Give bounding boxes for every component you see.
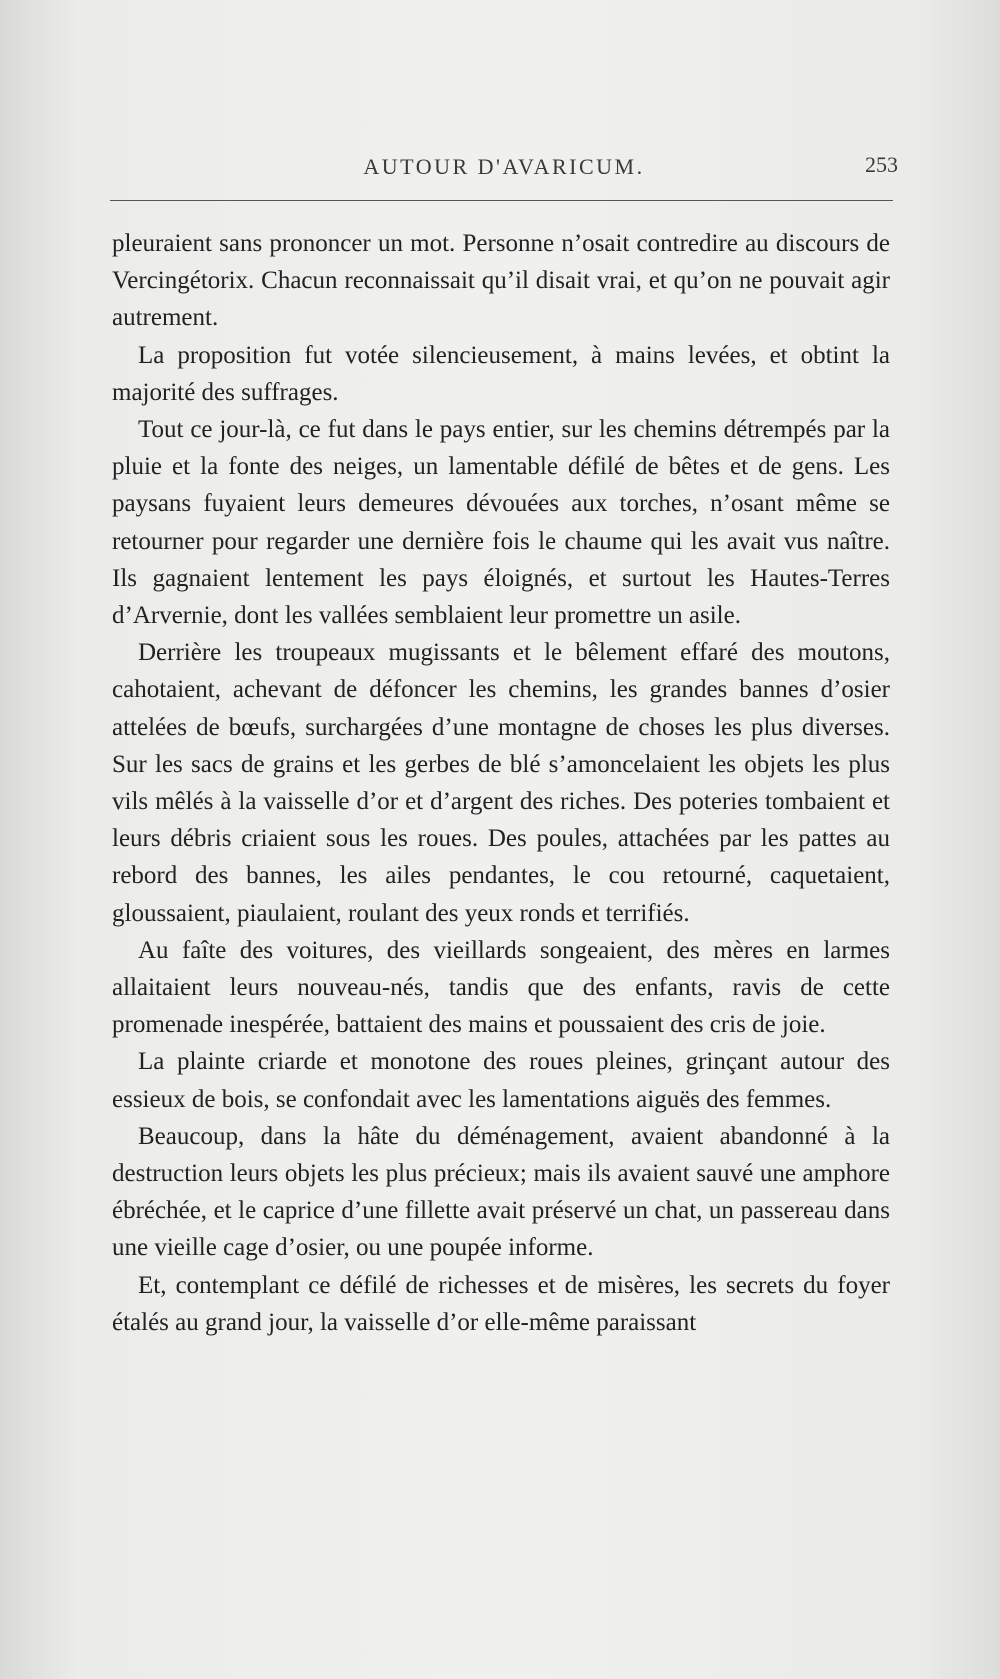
paragraph: Au faîte des voitures, des vieillards songeaient, des mères en larmes allaitaient leurs nouveau-nés, tandis que des enfants, ravis de cette promenade inespérée, battaient des mains et poussaient des cris de joie. — [112, 936, 890, 1039]
header-rule — [110, 200, 893, 201]
page-header — [110, 152, 898, 188]
paragraph: La plainte criarde et monotone des roues pleines, grinçant autour des essieux de bois, se confondait avec les lamentations aiguës des femmes. — [112, 1048, 890, 1113]
page-number: 253 — [865, 152, 898, 177]
body-text — [112, 225, 890, 1341]
paragraph: Et, contemplant ce défilé de richesses et de misères, les secrets du foyer étalés au grand jour, la vaisselle d’or elle-même paraissant — [112, 1271, 890, 1336]
paragraph: pleuraient sans prononcer un mot. Personne n’osait contredire au discours de Vercingétorix. Chacun reconnaissait qu’il disait vrai, et qu’on ne pouvait agir autrement. — [112, 230, 890, 332]
paragraph: Beaucoup, dans la hâte du déménagement, avaient abandonné à la destruction leurs objets les plus précieux; mais ils avaient sauvé une amphore ébréchée, et le caprice d’une fillette avait préservé un chat, un passereau dans une vieille cage d’osier, ou une poupée informe. — [112, 1122, 890, 1262]
paragraph: La proposition fut votée silencieusement, à mains levées, et obtint la majorité des suffrages. — [112, 341, 890, 406]
paragraph: Derrière les troupeaux mugissants et le bêlement effaré des moutons, cahotaient, achevant de défoncer les chemins, les grandes bannes d’osier attelées de bœufs, surchargées d’une montagne de choses les plus diverses. Sur les sacs de grains et les gerbes de blé s’amoncelaient les objets les plus vils mêlés à la vaisselle d’or et d’argent des riches. Des poteries tombaient et leurs débris criaient sous les roues. Des poules, attachées par les pattes au rebord des bannes, les ailes pendantes, le cou retourné, caquetaient, gloussaient, piaulaient, roulant des yeux ronds et terrifiés. — [112, 639, 890, 927]
paragraph: Tout ce jour-là, ce fut dans le pays entier, sur les chemins détrempés par la pluie et la fonte des neiges, un lamentable défilé de bêtes et de gens. Les paysans fuyaient leurs demeures dévouées aux torches, n’osant même se retourner pour regarder une dernière fois le chaume qui les avait vus naître. Ils gagnaient lentement les pays éloignés, et surtout les Hautes-Terres d’Arvernie, dont les vallées semblaient leur promettre un asile. — [112, 416, 890, 630]
running-title: AUTOUR D'AVARICUM. — [363, 154, 645, 179]
